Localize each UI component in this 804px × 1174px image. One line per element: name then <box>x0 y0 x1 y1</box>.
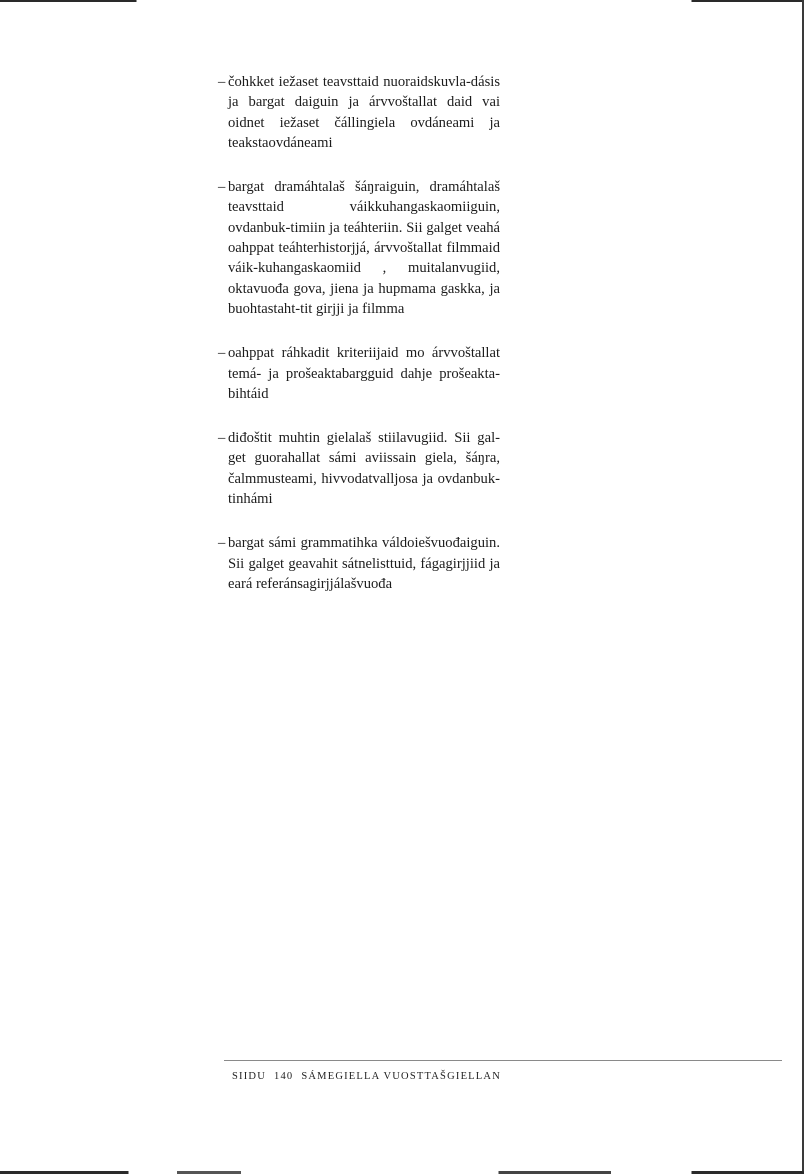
bullet-text: diđoštit muhtin gielalaš stiilavugiid. Sii gal-get guorahallat sámi aviissain giela, šáŋra, čalmmusteami, hivvodatvalljosa ja ovdanbuk-tinhámi <box>228 430 500 508</box>
bullet-list <box>218 72 500 618</box>
footer-rule <box>224 1060 782 1061</box>
bullet-dash: – <box>218 430 226 447</box>
bullet-item-4 <box>218 428 500 509</box>
scan-edge-top <box>0 0 804 2</box>
bullet-item-2 <box>218 177 500 319</box>
bullet-text: bargat sámi grammatihka váldoiešvuođaiguin. Sii galget geavahit sátnelisttuid, fágagirjjiid ja eará referánsagirjjálašvuođa <box>228 535 500 592</box>
bullet-dash: – <box>218 179 226 196</box>
bullet-text: oahppat ráhkadit kriteriijaid mo árvvoštallat temá- ja prošeaktabargguid dahje prošeakta-bihtáid <box>228 345 500 402</box>
bullet-dash: – <box>218 535 226 552</box>
footer-title: SÁMEGIELLA VUOSTTAŠGIELLAN <box>301 1071 501 1082</box>
bullet-dash: – <box>218 345 226 362</box>
bullet-dash: – <box>218 74 226 90</box>
footer-label: SIIDU <box>232 1071 266 1082</box>
page-footer <box>232 1071 501 1082</box>
bullet-text: čohkket iežaset teavsttaid nuoraidskuvla-dásis ja bargat daiguin ja árvvoštallat daid vai oidnet iežaset čállingiela ovdáneami ja teakstaovdáneami <box>228 74 500 151</box>
bullet-item-1 <box>218 72 500 153</box>
bullet-item-5 <box>218 533 500 594</box>
bullet-item-3 <box>218 343 500 404</box>
bullet-text: bargat dramáhtalaš šáŋraiguin, dramáhtalaš teavsttaid váikkuhangaskaomiiguin, ovdanbuk-timiin ja teáhteriin. Sii galget veahá oahppat teáhterhistorjjá, árvvoštallat filmmaid váik-kuhangaskaomiid , muitalanvugiid, oktavuođa gova, jiena ja hupmama gaskka, ja buohtastaht-tit girjji ja filmma <box>228 179 500 317</box>
page-number: 140 <box>274 1071 294 1082</box>
